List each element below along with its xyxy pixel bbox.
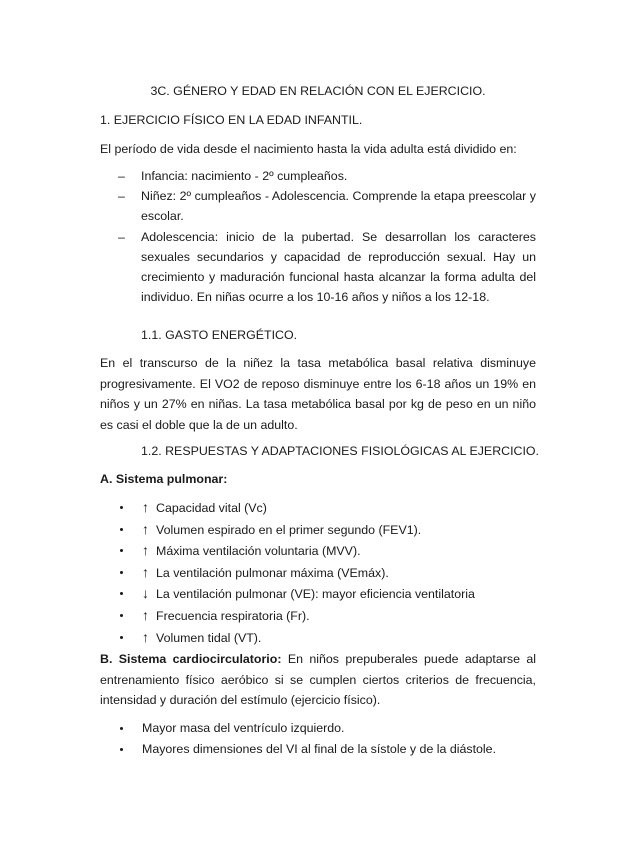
life-stages-list [118, 166, 536, 307]
list-item [118, 519, 538, 541]
section-1-1-paragraph: En el transcurso de la niñez la tasa metabólica basal relativa disminuye progresivamente. El VO2 de reposo disminuye entre los 6-18 años un 19% en niños y un 27% en niñas. La tasa metabólica basal por kg de peso en un niño es casi el doble que la de un adulto. [100, 356, 536, 432]
bullet-dot [120, 571, 123, 574]
list-item [118, 739, 538, 760]
section-1-2-heading: 1.2. RESPUESTAS Y ADAPTACIONES FISIOLÓGICAS AL EJERCICIO. [141, 444, 539, 458]
dash-bullet: – [118, 189, 125, 204]
list-item [118, 540, 538, 562]
cardio-paragraph [100, 649, 536, 711]
list-item-text: La ventilación pulmonar máxima (VEmáx). [156, 565, 389, 580]
list-item-text: Mayores dimensiones del VI al final de la sístole y de la diástole. [142, 741, 497, 756]
arrow-up-icon: ↑ [142, 563, 149, 580]
list-item-text: Capacidad vital (Vc) [156, 501, 267, 515]
list-item [118, 227, 536, 308]
section-1-heading: 1. EJERCICIO FÍSICO EN LA EDAD INFANTIL. [100, 113, 363, 127]
pulmonary-system-heading: A. Sistema pulmonar: [100, 472, 228, 486]
cardio-list [118, 718, 538, 759]
bullet-dot [120, 549, 123, 552]
list-item [118, 583, 538, 605]
bullet-dot [120, 506, 123, 509]
cardio-text: En niños prepuberales puede adaptarse al entrenamiento físico aeróbico si se cumplen ciertos criterios de frecuencia, intensidad y duración del estímulo (ejercicio físico). [100, 652, 536, 707]
list-item-text: Máxima ventilación voluntaria (MVV). [156, 544, 361, 559]
arrow-up-icon: ↑ [142, 628, 149, 645]
bullet-dot [120, 614, 123, 617]
bullet-dot [120, 636, 123, 639]
dash-bullet: – [118, 229, 125, 244]
list-item [118, 186, 536, 226]
list-item-text: La ventilación pulmonar (VE): mayor eficiencia ventilatoria [156, 587, 475, 602]
section-1-intro: El período de vida desde el nacimiento hasta la vida adulta está dividido en: [100, 142, 517, 156]
section-1-1-heading: 1.1. GASTO ENERGÉTICO. [141, 328, 298, 342]
dash-bullet: – [118, 169, 125, 183]
list-item [118, 497, 538, 519]
arrow-up-icon: ↑ [142, 542, 149, 559]
list-item-text: Frecuencia respiratoria (Fr). [156, 608, 310, 623]
bullet-dot [120, 592, 123, 595]
list-item-text: Infancia: nacimiento - 2º cumpleaños. [141, 169, 348, 183]
arrow-down-icon: ↓ [142, 585, 149, 602]
list-item-text: Niñez: 2º cumpleaños - Adolescencia. Comprende la etapa preescolar y escolar. [141, 189, 536, 224]
bullet-dot [120, 727, 123, 730]
list-item [118, 605, 538, 627]
cardio-system-heading: B. Sistema cardiocirculatorio: [100, 652, 282, 666]
pulmonary-list [118, 497, 538, 648]
bullet-dot [120, 748, 123, 751]
list-item [118, 562, 538, 584]
arrow-up-icon: ↑ [142, 606, 149, 623]
list-item-text: Volumen tidal (VT). [156, 630, 262, 645]
list-item [118, 166, 536, 186]
arrow-up-icon: ↑ [142, 499, 149, 515]
list-item [118, 627, 538, 649]
bullet-dot [120, 528, 123, 531]
arrow-up-icon: ↑ [142, 520, 149, 537]
list-item [118, 718, 538, 739]
page-title: 3C. GÉNERO Y EDAD EN RELACIÓN CON EL EJERCICIO. [150, 84, 486, 98]
list-item-text: Adolescencia: inicio de la pubertad. Se desarrollan los caracteres sexuales secundarios y capacidad de reproducción sexual. Hay un crecimiento y maduración funcional hasta alcanzar la forma adulta del individuo. En niñas ocurre a los 10-16 años y niños a los 12-18. [141, 229, 536, 305]
list-item-text: Volumen espirado en el primer segundo (FEV1). [156, 522, 422, 537]
list-item-text: Mayor masa del ventrículo izquierdo. [142, 721, 345, 735]
